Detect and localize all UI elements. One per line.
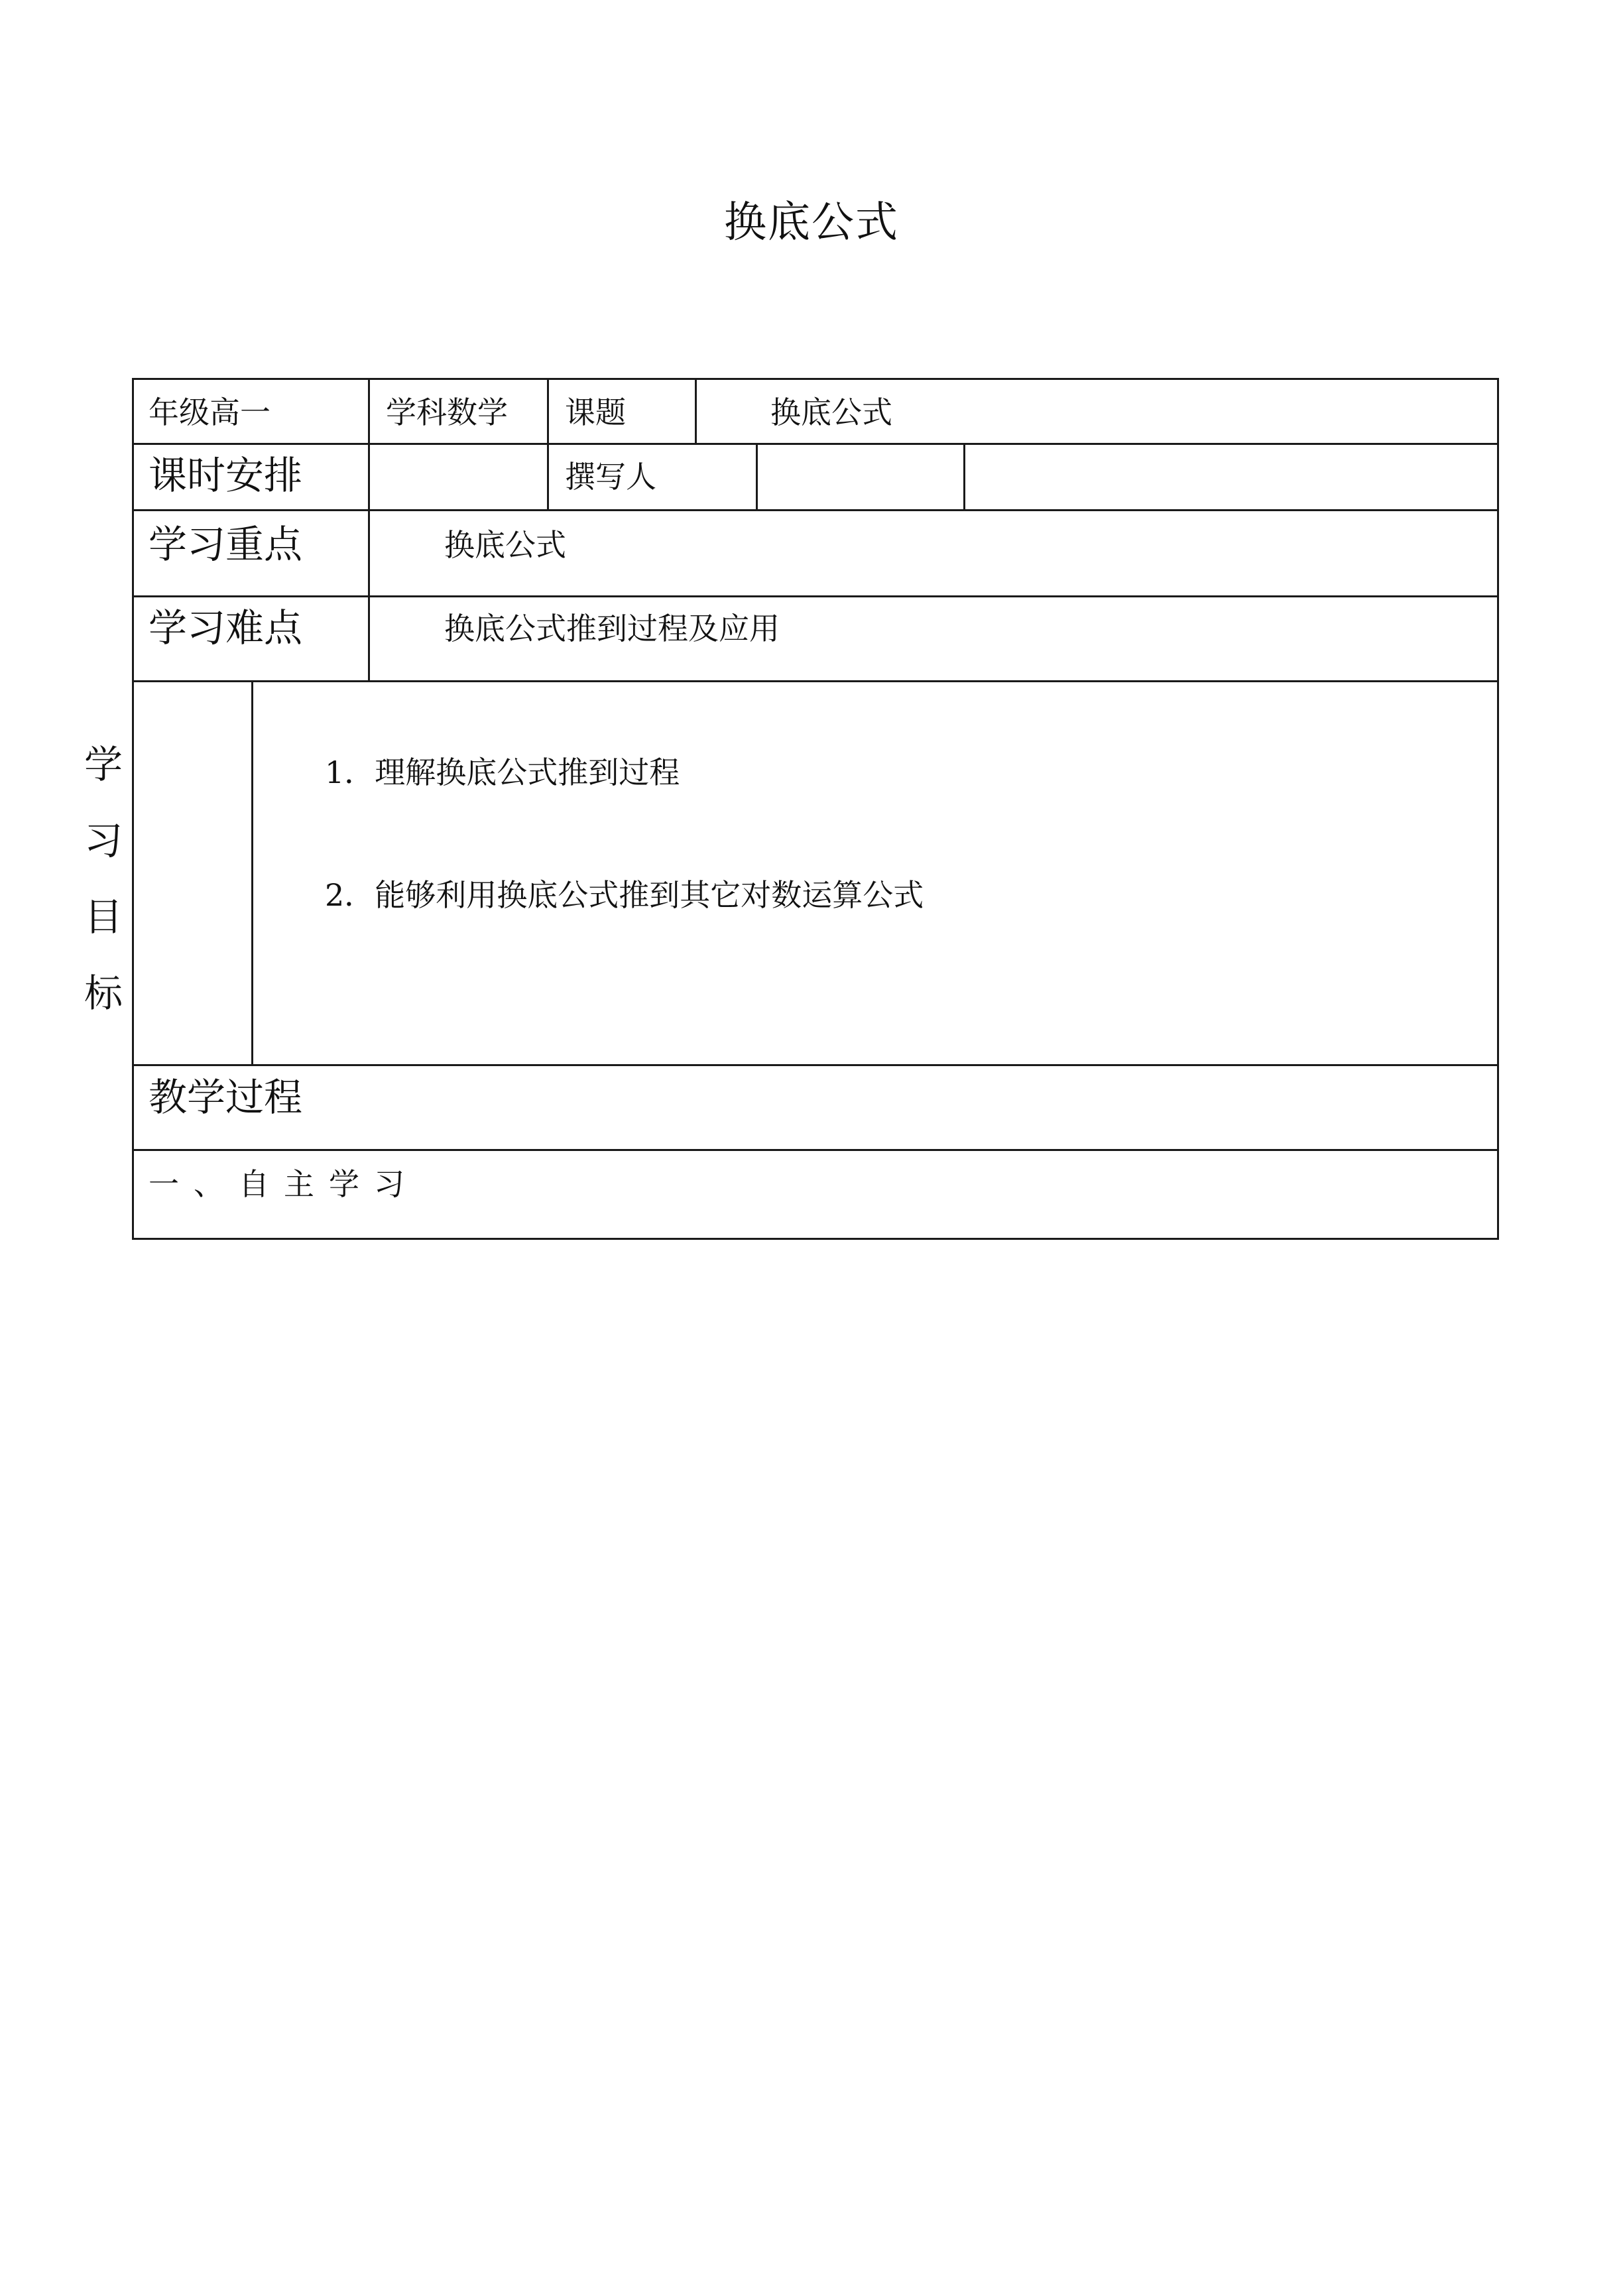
row-divider [132, 443, 1499, 445]
col-divider [756, 443, 758, 511]
key-points-value: 换底公式 [444, 527, 566, 563]
col-divider [368, 509, 370, 682]
objective-item: 2．能够利用换底公式推到其它对数运算公式 [325, 877, 924, 913]
objectives-label-char: 学 [84, 742, 123, 787]
col-divider [963, 443, 965, 511]
difficulties-value: 换底公式推到过程及应用 [444, 611, 780, 646]
col-divider [368, 378, 370, 444]
grade-cell: 年级高一 [149, 394, 270, 430]
class-hours-label: 课时安排 [149, 453, 303, 498]
objectives-label-char: 习 [84, 818, 123, 863]
col-divider [547, 443, 549, 511]
col-divider [251, 680, 253, 1065]
col-divider [368, 443, 370, 511]
key-points-label: 学习重点 [149, 522, 303, 567]
row-divider [132, 680, 1499, 682]
lesson-plan-table [132, 378, 1499, 1240]
row-divider [132, 1064, 1499, 1066]
topic-value: 换底公式 [770, 394, 892, 430]
teaching-process-label: 教学过程 [149, 1075, 303, 1120]
col-divider [695, 378, 697, 444]
objective-item: 1．理解换底公式推到过程 [325, 755, 680, 790]
page-title: 换底公式 [724, 198, 899, 247]
objectives-label-char: 目 [84, 894, 123, 939]
subject-cell: 学科数学 [386, 394, 508, 430]
row-divider [132, 509, 1499, 511]
row-divider [132, 1149, 1499, 1151]
self-study-heading: 一、自主学习 [149, 1166, 419, 1202]
difficulties-label: 学习难点 [149, 605, 303, 650]
objectives-label [57, 727, 150, 1032]
author-label: 撰写人 [565, 459, 656, 495]
topic-label: 课题 [565, 394, 626, 430]
col-divider [547, 378, 549, 444]
objectives-label-char: 标 [84, 971, 123, 1016]
row-divider [132, 595, 1499, 597]
